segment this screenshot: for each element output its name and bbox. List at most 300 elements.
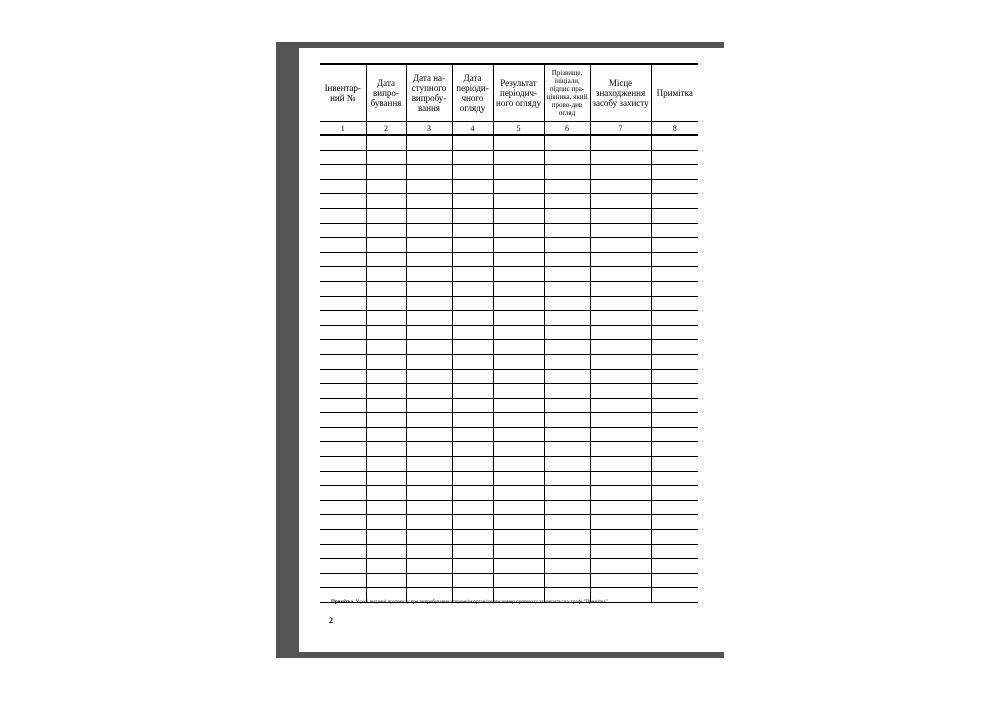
table-cell: [493, 354, 544, 369]
table-row: [320, 573, 698, 588]
table-row: [320, 457, 698, 472]
table-cell: [320, 267, 366, 282]
table-cell: [651, 471, 698, 486]
table-cell: [493, 325, 544, 340]
table-cell: [590, 238, 651, 253]
table-row: [320, 544, 698, 559]
table-cell: [406, 471, 452, 486]
table-cell: [651, 296, 698, 311]
column-number-row: [320, 122, 698, 136]
table-cell: [544, 179, 590, 194]
table-cell: [452, 238, 493, 253]
table-cell: [406, 208, 452, 223]
table-cell: [452, 515, 493, 530]
table-cell: [493, 281, 544, 296]
table-cell: [651, 340, 698, 355]
table-cell: [544, 486, 590, 501]
table-cell: [590, 325, 651, 340]
table-cell: [406, 238, 452, 253]
table-cell: [366, 179, 406, 194]
table-cell: [452, 398, 493, 413]
table-cell: [651, 354, 698, 369]
table-cell: [544, 325, 590, 340]
table-cell: [651, 530, 698, 545]
table-cell: [406, 530, 452, 545]
table-cell: [493, 296, 544, 311]
table-cell: [366, 194, 406, 209]
table-cell: [366, 442, 406, 457]
table-cell: [366, 559, 406, 574]
table-cell: [406, 398, 452, 413]
table-cell: [590, 515, 651, 530]
table-row: [320, 165, 698, 180]
table-cell: [320, 544, 366, 559]
table-cell: [320, 325, 366, 340]
table-row: [320, 296, 698, 311]
table-cell: [452, 267, 493, 282]
table-row: [320, 150, 698, 165]
table-cell: [493, 238, 544, 253]
table-cell: [452, 384, 493, 399]
table-cell: [452, 573, 493, 588]
document-page: [299, 48, 724, 652]
table-row: [320, 238, 698, 253]
table-cell: [590, 296, 651, 311]
table-cell: [320, 398, 366, 413]
table-cell: [493, 179, 544, 194]
table-cell: [493, 457, 544, 472]
table-cell: [366, 238, 406, 253]
table-cell: [366, 427, 406, 442]
table-cell: [651, 544, 698, 559]
table-cell: [590, 194, 651, 209]
header-location: Місце знаходження засобу захисту: [590, 64, 651, 122]
table-cell: [320, 384, 366, 399]
table-cell: [320, 296, 366, 311]
table-cell: [366, 573, 406, 588]
table-cell: [651, 398, 698, 413]
table-row: [320, 179, 698, 194]
table-cell: [366, 135, 406, 150]
table-cell: [320, 208, 366, 223]
table-cell: [493, 135, 544, 150]
table-cell: [651, 252, 698, 267]
table-cell: [544, 384, 590, 399]
table-cell: [366, 296, 406, 311]
table-cell: [590, 369, 651, 384]
table-cell: [320, 471, 366, 486]
column-number: 5: [493, 122, 544, 136]
table-cell: [590, 252, 651, 267]
table-cell: [452, 208, 493, 223]
table-cell: [452, 281, 493, 296]
table-cell: [544, 194, 590, 209]
header-next-test-date: Дата на-ступного випробу-вання: [406, 64, 452, 122]
table-cell: [406, 413, 452, 428]
table-cell: [651, 238, 698, 253]
table-cell: [320, 559, 366, 574]
table-cell: [406, 486, 452, 501]
table-cell: [651, 413, 698, 428]
table-cell: [320, 238, 366, 253]
table-cell: [651, 457, 698, 472]
table-cell: [366, 165, 406, 180]
table-cell: [452, 559, 493, 574]
table-cell: [651, 311, 698, 326]
table-cell: [406, 442, 452, 457]
table-cell: [544, 500, 590, 515]
table-cell: [320, 369, 366, 384]
table-cell: [544, 267, 590, 282]
table-cell: [544, 311, 590, 326]
table-cell: [544, 208, 590, 223]
table-cell: [366, 150, 406, 165]
table-cell: [452, 179, 493, 194]
table-cell: [452, 311, 493, 326]
footnote-label: Примітка.: [331, 600, 355, 605]
table-row: [320, 559, 698, 574]
table-cell: [590, 267, 651, 282]
table-row: [320, 281, 698, 296]
table-cell: [366, 384, 406, 399]
table-cell: [452, 296, 493, 311]
table-row: [320, 442, 698, 457]
table-cell: [493, 559, 544, 574]
table-cell: [590, 427, 651, 442]
table-cell: [452, 413, 493, 428]
column-number: 6: [544, 122, 590, 136]
table-cell: [544, 515, 590, 530]
table-cell: [320, 340, 366, 355]
table-cell: [493, 208, 544, 223]
table-cell: [651, 384, 698, 399]
table-cell: [590, 354, 651, 369]
table-row: [320, 486, 698, 501]
table-row: [320, 427, 698, 442]
table-cell: [320, 179, 366, 194]
table-cell: [406, 150, 452, 165]
table-cell: [544, 427, 590, 442]
table-cell: [544, 252, 590, 267]
table-cell: [320, 486, 366, 501]
table-cell: [452, 252, 493, 267]
table-cell: [320, 530, 366, 545]
table-cell: [493, 544, 544, 559]
table-cell: [544, 544, 590, 559]
table-cell: [651, 267, 698, 282]
table-cell: [590, 442, 651, 457]
table-cell: [651, 515, 698, 530]
table-cell: [366, 515, 406, 530]
table-cell: [452, 165, 493, 180]
table-cell: [406, 544, 452, 559]
table-cell: [320, 515, 366, 530]
table-cell: [493, 340, 544, 355]
header-inspector: Прізвище, ініціали, підпис пра-цівника, який прово-див огляд: [544, 64, 590, 122]
table-cell: [590, 179, 651, 194]
table-cell: [406, 369, 452, 384]
table-cell: [320, 500, 366, 515]
table-cell: [452, 457, 493, 472]
table-cell: [493, 267, 544, 282]
table-cell: [452, 500, 493, 515]
table-cell: [493, 398, 544, 413]
table-cell: [651, 559, 698, 574]
table-cell: [590, 559, 651, 574]
table-cell: [366, 486, 406, 501]
table-cell: [590, 384, 651, 399]
table-cell: [544, 471, 590, 486]
table-cell: [493, 223, 544, 238]
table-cell: [406, 165, 452, 180]
table-cell: [493, 500, 544, 515]
column-number: 3: [406, 122, 452, 136]
table-cell: [320, 442, 366, 457]
table-cell: [406, 311, 452, 326]
table-cell: [493, 573, 544, 588]
table-cell: [651, 369, 698, 384]
table-cell: [366, 471, 406, 486]
table-cell: [366, 281, 406, 296]
header-note: Примітка: [651, 64, 698, 122]
table-cell: [590, 311, 651, 326]
column-number: 4: [452, 122, 493, 136]
table-cell: [590, 150, 651, 165]
table-cell: [406, 179, 452, 194]
table-cell: [544, 413, 590, 428]
table-cell: [366, 544, 406, 559]
table-cell: [366, 413, 406, 428]
table-cell: [651, 325, 698, 340]
table-cell: [590, 340, 651, 355]
table-cell: [452, 427, 493, 442]
table-cell: [651, 194, 698, 209]
table-cell: [651, 150, 698, 165]
table-cell: [544, 354, 590, 369]
table-cell: [406, 573, 452, 588]
table-row: [320, 340, 698, 355]
table-cell: [590, 398, 651, 413]
table-cell: [366, 223, 406, 238]
table-cell: [366, 267, 406, 282]
table-cell: [651, 573, 698, 588]
column-number: 7: [590, 122, 651, 136]
table-cell: [651, 500, 698, 515]
table-cell: [452, 369, 493, 384]
table-row: [320, 369, 698, 384]
table-cell: [452, 442, 493, 457]
table-cell: [590, 165, 651, 180]
page-number: 2: [329, 616, 333, 625]
table-cell: [493, 369, 544, 384]
table-cell: [493, 194, 544, 209]
table-cell: [406, 427, 452, 442]
table-row: [320, 135, 698, 150]
table-cell: [590, 486, 651, 501]
table-cell: [544, 369, 590, 384]
table-cell: [406, 135, 452, 150]
table-cell: [493, 150, 544, 165]
table-row: [320, 500, 698, 515]
table-cell: [452, 486, 493, 501]
table-cell: [590, 544, 651, 559]
table-row: [320, 194, 698, 209]
table-cell: [544, 281, 590, 296]
table-cell: [493, 427, 544, 442]
table-cell: [544, 573, 590, 588]
table-cell: [366, 208, 406, 223]
table-cell: [544, 398, 590, 413]
table-cell: [452, 150, 493, 165]
table-cell: [590, 281, 651, 296]
table-cell: [320, 427, 366, 442]
table-cell: [366, 398, 406, 413]
table-cell: [493, 486, 544, 501]
table-row: [320, 325, 698, 340]
table-row: [320, 398, 698, 413]
table-cell: [651, 486, 698, 501]
table-cell: [544, 135, 590, 150]
table-cell: [590, 573, 651, 588]
table-cell: [366, 354, 406, 369]
table-cell: [406, 296, 452, 311]
table-cell: [544, 340, 590, 355]
table-cell: [651, 281, 698, 296]
table-row: [320, 354, 698, 369]
table-cell: [493, 530, 544, 545]
table-row: [320, 223, 698, 238]
table-cell: [406, 515, 452, 530]
table-cell: [493, 165, 544, 180]
table-cell: [493, 515, 544, 530]
table-cell: [320, 135, 366, 150]
table-cell: [406, 267, 452, 282]
table-cell: [493, 471, 544, 486]
table-cell: [493, 252, 544, 267]
table-row: [320, 413, 698, 428]
table-header-row: [320, 64, 698, 122]
table-cell: [366, 311, 406, 326]
table-cell: [452, 194, 493, 209]
table-cell: [590, 413, 651, 428]
table-cell: [406, 194, 452, 209]
table-cell: [406, 384, 452, 399]
table-cell: [452, 223, 493, 238]
table-cell: [406, 457, 452, 472]
header-inspection-date: Дата періоди-чного огляду: [452, 64, 493, 122]
table-cell: [493, 413, 544, 428]
table-cell: [452, 325, 493, 340]
table-cell: [544, 165, 590, 180]
table-cell: [320, 311, 366, 326]
table-cell: [544, 457, 590, 472]
table-cell: [406, 223, 452, 238]
table-cell: [452, 340, 493, 355]
table-cell: [651, 165, 698, 180]
table-cell: [493, 442, 544, 457]
table-cell: [590, 530, 651, 545]
table-cell: [651, 208, 698, 223]
table-cell: [366, 252, 406, 267]
table-cell: [590, 135, 651, 150]
table-row: [320, 252, 698, 267]
table-cell: [590, 457, 651, 472]
table-row: [320, 471, 698, 486]
table-cell: [452, 354, 493, 369]
table-cell: [544, 559, 590, 574]
column-number: 8: [651, 122, 698, 136]
table-cell: [590, 208, 651, 223]
table-cell: [406, 281, 452, 296]
header-test-date: Дата випро-бування: [366, 64, 406, 122]
footnote: [331, 600, 691, 606]
table-cell: [320, 165, 366, 180]
table-cell: [406, 354, 452, 369]
table-cell: [651, 223, 698, 238]
table-cell: [651, 427, 698, 442]
table-cell: [406, 325, 452, 340]
table-cell: [366, 500, 406, 515]
table-cell: [406, 559, 452, 574]
table-cell: [320, 223, 366, 238]
header-inventory-number: Інвентар-ний №: [320, 64, 366, 122]
table-cell: [406, 500, 452, 515]
table-cell: [544, 530, 590, 545]
table-cell: [452, 471, 493, 486]
table-cell: [651, 179, 698, 194]
table-cell: [320, 252, 366, 267]
table-cell: [493, 311, 544, 326]
table-cell: [366, 457, 406, 472]
inspection-journal-table: [320, 63, 698, 603]
table-row: [320, 384, 698, 399]
table-cell: [544, 238, 590, 253]
table-cell: [544, 442, 590, 457]
column-number: 1: [320, 122, 366, 136]
table-cell: [590, 471, 651, 486]
table-cell: [544, 150, 590, 165]
table-cell: [320, 194, 366, 209]
table-cell: [320, 457, 366, 472]
table-cell: [366, 340, 406, 355]
table-row: [320, 208, 698, 223]
header-inspection-result: Результат періодич-ного огляду: [493, 64, 544, 122]
table-cell: [320, 413, 366, 428]
footnote-text: У разі виданні протоколу про випробування стороннім організаціям номер протоколу зазначається у графі "Примітка".: [354, 600, 609, 605]
table-cell: [651, 135, 698, 150]
table-row: [320, 530, 698, 545]
table-cell: [452, 544, 493, 559]
table-cell: [452, 135, 493, 150]
table-cell: [320, 573, 366, 588]
table-cell: [544, 296, 590, 311]
table-cell: [320, 150, 366, 165]
column-number: 2: [366, 122, 406, 136]
table-cell: [320, 354, 366, 369]
table-cell: [452, 530, 493, 545]
table-row: [320, 515, 698, 530]
table-cell: [320, 281, 366, 296]
table-cell: [406, 340, 452, 355]
table-cell: [590, 223, 651, 238]
table-cell: [544, 223, 590, 238]
blank-rows: [320, 135, 698, 603]
table-row: [320, 267, 698, 282]
table-row: [320, 311, 698, 326]
table-cell: [366, 530, 406, 545]
table-cell: [590, 500, 651, 515]
table-cell: [366, 325, 406, 340]
